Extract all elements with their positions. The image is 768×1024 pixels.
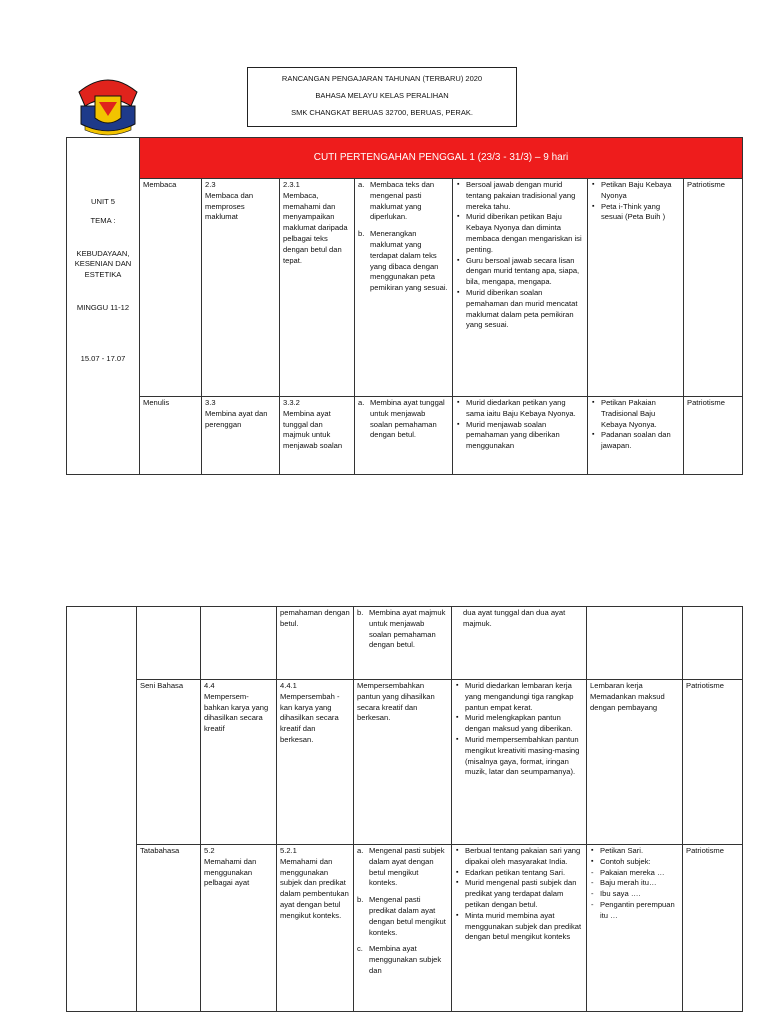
theme-label: TEMA : [90,215,116,225]
activity-item: ▪ Murid diberikan soalan pemahaman dan murid mencatat maklumat dalam peta pemikiran yang sesuai. [466,288,584,331]
date-range: 15.07 - 17.07 [80,353,126,363]
learning-standard-code: 4.4.1 [280,681,297,690]
activity-item: ▪ Murid melengkapkan pantun dengan maksud yang diberikan. [465,713,583,735]
objectives-cell [354,845,452,1012]
example-item: - Pakaian mereka … [600,868,679,879]
activities-cell [452,845,587,1012]
activity-item: ▪ Edarkan petikan tentang Sari. [465,868,583,879]
resources-cell: Lembaran kerja Memadankan maksud dengan pembayang [587,680,683,845]
activity-item: ▪ Murid mengenal pasti subjek dan predikat yang terdapat dalam petikan dengan betul. [465,878,583,910]
values-cell [683,607,743,680]
objectives-cell: Mempersembahkan pantun yang dihasilkan secara kreatif dan berkesan. [354,680,452,845]
standard-text: Membina ayat dan perenggan [205,408,268,429]
skill-cell: Membaca [140,179,202,397]
resource-item: ▪ Contoh subjek: [600,857,679,868]
standard-code: 5.2 [204,846,215,855]
resource-item: ▪ Petikan Baju Kebaya Nyonya [601,180,680,202]
learning-standard-text: Membina ayat tunggal dan majmuk untuk menjawab soalan [283,408,343,451]
skill-cell [137,607,201,680]
resources-cell [588,397,684,475]
objective-item: b. Menerangkan maklumat yang terdapat dalam teks yang dibaca dengan menggunakan peta pemikiran yang sesuai. [358,229,448,293]
activity-item: ▪ Berbual tentang pakaian sari yang dipakai oleh masyarakat India. [465,846,583,868]
standard-cell [201,680,277,845]
objective-item: a. Mengenal pasti subjek dalam ayat dengan betul mengikut konteks. [357,846,445,888]
standard-cell [201,845,277,1012]
objectives-cell [354,607,452,680]
theme-name: KEBUDAYAAN, KESENIAN DAN ESTETIKA [74,248,132,280]
activities-cell [452,680,587,845]
example-item: - Pengantin perempuan itu … [600,900,679,922]
activity-item: ▪ Murid diedarkan lembaran kerja yang mengandungi tiga rangkap pantun empat kerat. [465,681,583,713]
document-header [247,67,517,127]
values-cell: Patriotisme [684,179,743,397]
school-crest-logo [73,66,143,136]
activity-item: ▪ Minta murid membina ayat menggunakan subjek dan predikat dengan betul mengikut konteks [465,911,583,943]
activity-item: ▪ Bersoal jawab dengan murid tentang pakaian tradisional yang mereka tahu. [466,180,584,212]
skill-cell: Tatabahasa [137,845,201,1012]
values-cell: Patriotisme [683,680,743,845]
activity-item: ▪ Murid diedarkan petikan yang sama iaitu Baju Kebaya Nyonya. [466,398,584,420]
objectives-cell [355,179,453,397]
learning-standard-text: pemahaman dengan betul. [280,608,350,628]
resources-cell [587,607,683,680]
resource-item: ▪ Peta i-Think yang sesuai (Peta Buih ) [601,202,680,224]
example-item: - Ibu saya …. [600,889,679,900]
learning-standard-code: 3.3.2 [283,398,300,407]
objective-item: b. Membina ayat majmuk untuk menjawab soalan pemahaman dengan betul. [357,608,446,650]
activity-item: ▪ Murid menjawab soalan pemahaman yang diberikan menggunakan [466,420,584,452]
learning-standard-text: Memahami dan menggunakan subjek dan predikat dalam pembentukan ayat dengan betul mengikut konteks. [280,856,349,920]
resource-item: ▪ Petikan Sari. [600,846,679,857]
objectives-cell [355,397,453,475]
objective-item: b. Mengenal pasti predikat dalam ayat dengan betul mengikut konteks. [357,895,446,937]
lesson-plan-table-2 [66,606,743,1012]
learning-standard-cell [277,607,354,680]
unit-label: UNIT 5 [91,197,115,206]
activity-continuation: dua ayat tunggal dan dua ayat majmuk. [463,608,566,628]
header-school: SMK CHANGKAT BERUAS 32700, BERUAS, PERAK. [291,108,473,117]
learning-standard-code: 5.2.1 [280,846,297,855]
objective-item: a. Membaca teks dan mengenal pasti maklumat yang diperlukan. [358,180,435,222]
learning-standard-text: Mempersembah -kan karya yang dihasilkan secara kreatif dan berkesan. [280,691,340,744]
week-label: MINGGU 11-12 [76,302,130,312]
unit-cell [67,138,140,475]
activity-item: ▪ Guru bersoal jawab secara lisan dengan murid tentang apa, siapa, bila, mengapa, mengapa. [466,256,584,288]
unit-cell-empty [67,607,137,1012]
activities-cell [453,397,588,475]
activities-cell [452,607,587,680]
learning-standard-cell [277,680,354,845]
learning-standard-cell [277,845,354,1012]
activity-item: ▪ Murid diberikan petikan Baju Kebaya Nyonya dan diminta membaca dengan mengariskan isi penting. [466,212,584,255]
resource-item: ▪ Petikan Pakaian Tradisional Baju Kebaya Nyonya. [601,398,680,430]
resources-cell [587,845,683,1012]
example-item: - Baju merah itu… [600,878,679,889]
learning-standard-text: Membaca, memahami dan menyampaikan maklumat daripada pelbagai teks dengan betul dan tepat. [283,190,348,265]
values-cell: Patriotisme [683,845,743,1012]
skill-cell: Menulis [140,397,202,475]
standard-code: 3.3 [205,398,216,407]
learning-standard-cell [280,397,355,475]
objective-item: a. Membina ayat tunggal untuk menjawab soalan pemahaman dengan betul. [358,398,445,440]
holiday-banner: CUTI PERTENGAHAN PENGGAL 1 (23/3 - 31/3) – 9 hari [140,138,743,179]
learning-standard-code: 2.3.1 [283,180,300,189]
skill-cell: Seni Bahasa [137,680,201,845]
standard-cell [201,607,277,680]
standard-text: Memahami dan menggunakan pelbagai ayat [204,856,257,888]
objective-item: c. Membina ayat menggunakan subjek dan [357,944,442,975]
values-cell: Patriotisme [684,397,743,475]
header-subject: BAHASA MELAYU KELAS PERALIHAN [315,91,449,100]
activities-cell [453,179,588,397]
standard-text: Membaca dan memproses maklumat [205,190,254,222]
standard-code: 2.3 [205,180,216,189]
standard-cell [202,397,280,475]
activity-item: ▪ Murid mempersembahkan pantun mengikut kreativiti masing-masing (misalnya gaya, format, iringan muzik, latar dan seumpamanya). [465,735,583,778]
resources-cell [588,179,684,397]
standard-text: Mempersem-bahkan karya yang dihasilkan secara kreatif [204,691,269,734]
lesson-plan-table-1 [66,137,743,475]
header-title: RANCANGAN PENGAJARAN TAHUNAN (TERBARU) 2020 [281,74,483,83]
resource-item: ▪ Padanan soalan dan jawapan. [601,430,680,452]
standard-cell [202,179,280,397]
standard-code: 4.4 [204,681,215,690]
learning-standard-cell [280,179,355,397]
